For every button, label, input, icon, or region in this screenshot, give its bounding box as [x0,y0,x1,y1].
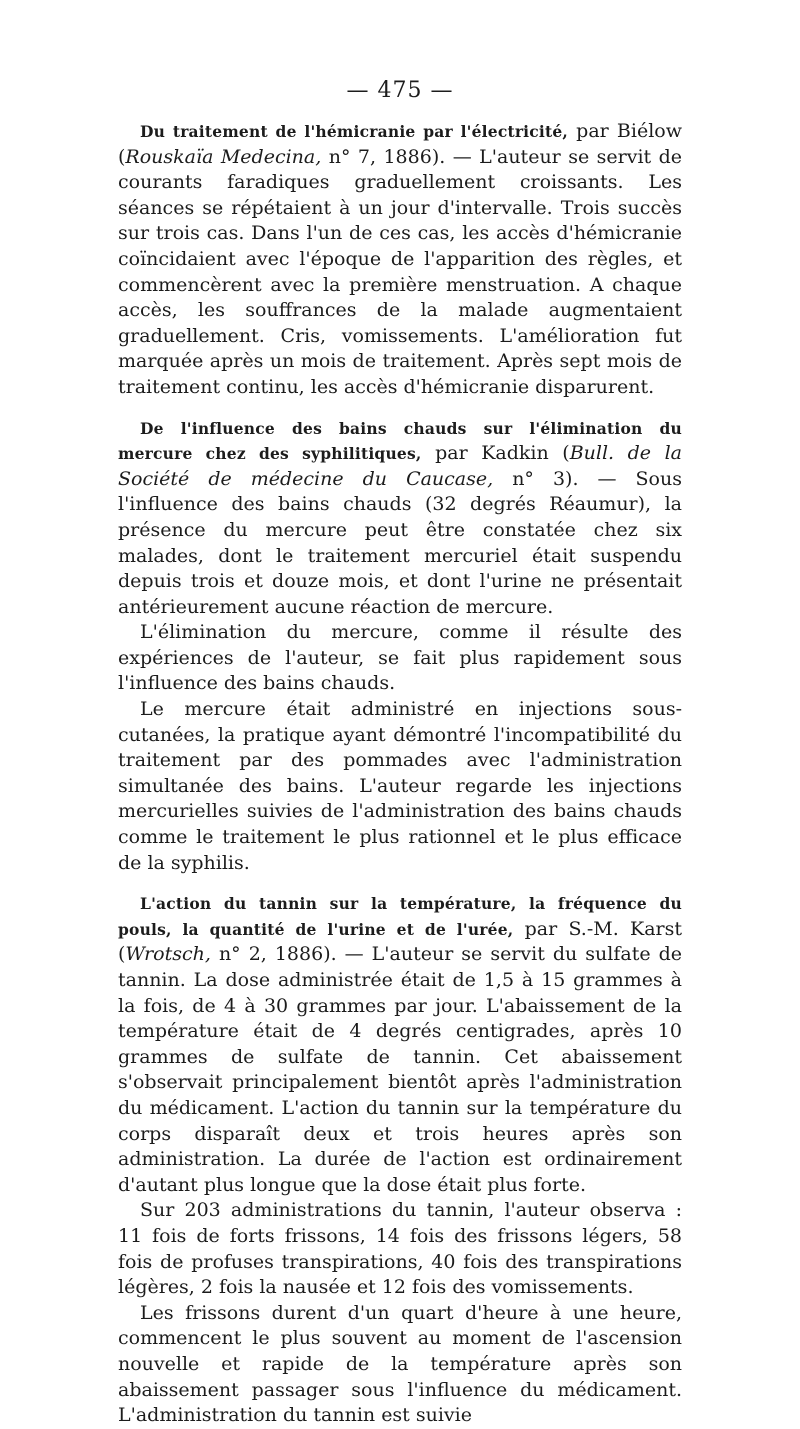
citation-journal: Wrotsch, [125,943,211,966]
section-title-tannin: L'action du tannin sur la température, la fréquence du pouls, la quantité de l'urine et de l'urée, [118,894,682,939]
section-hot-baths [118,416,682,621]
citation-author: par Kadkin ( [421,442,570,465]
paragraph-elimination: L'élimination du mercure, comme il résulte des expériences de l'auteur, se fait plus rapidement sous l'influence des bains chauds. [118,621,682,695]
citation-journal: Rouskaïa Medecina, [125,145,322,168]
page-number: — 475 — [346,78,454,103]
paragraph-shivers: Les frissons durent d'un quart d'heure à une heure, commencent le plus souvent au moment de l'ascension nouvelle et rapide de la température après son abaissement passager sous l'influence du médicament. L'administration du tannin est suivie [118,1301,682,1427]
section-electricity [118,119,682,401]
section-title-electricity: Du traitement de l'hémicranie par l'électricité, [140,122,569,141]
section-title-hot-baths: De l'influence des bains chauds sur l'élimination du mercure chez des syphilitiques, [118,418,682,464]
paragraph-administrations: Sur 203 administrations du tannin, l'auteur observa : 11 fois de forts frissons, 14 fois des frissons légers, 58 fois de profuses transpirations, 40 fois des transpirations légères, 2 fois la nausée et 12 fois des vomissements. [118,1199,682,1299]
citation-journal: Bull. de la Société de médecine du Caucase, [118,442,682,490]
citation-author: par Biélow ( [118,120,682,168]
paragraph-body: n° 2, 1886). — L'auteur se servit du sulfate de tannin. La dose administrée était de 1,5 à 15 grammes à la fois, de 4 à 30 grammes par jour. L'abaissement de la température était de 4 degrés centigrades, après 10 grammes de sulfate de tannin. Cet abaissement s'observait principalement bientôt après l'administration du médicament. L'action du tannin sur la température du corps disparaît deux et trois heures après son administration. La durée de l'action est ordinairement d'autant plus longue que la dose était plus forte. [118,943,682,1196]
paragraph-body: n° 3). — Sous l'influence des bains chauds (32 degrés Réaumur), la présence du mercure peut être constatée chez six malades, dont le traitement mercuriel était suspendu depuis trois et douze mois, et dont l'urine ne présentait antérieurement aucune réaction de mercure. [118,467,682,618]
citation-author: par S.-M. Karst ( [118,917,682,966]
paragraph-injections: Le mercure était administré en injections sous-cutanées, la pratique ayant démontré l'incompatibilité du traitement par des pommades avec l'administration simultanée des bains. L'auteur regarde les injections mercurielles suivies de l'administration des bains chauds comme le traitement le plus rationnel et le plus efficace de la syphilis. [118,698,682,874]
section-tannin [118,891,682,1198]
book-page [118,78,682,1429]
paragraph-body: n° 7, 1886). — L'auteur se servit de courants faradiques graduellement croissants. Les séances se répétaient à un jour d'intervalle. Trois succès sur trois cas. Dans l'un de ces cas, les accès d'hémicranie coïncidaient avec l'époque de l'apparition des règles, et commencèrent avec la première menstruation. A chaque accès, les souffrances de la malade augmentaient graduellement. Cris, vomissements. L'amélioration fut marquée après un mois de traitement. Après sept mois de traitement continu, les accès d'hémicranie disparurent. [118,145,683,398]
